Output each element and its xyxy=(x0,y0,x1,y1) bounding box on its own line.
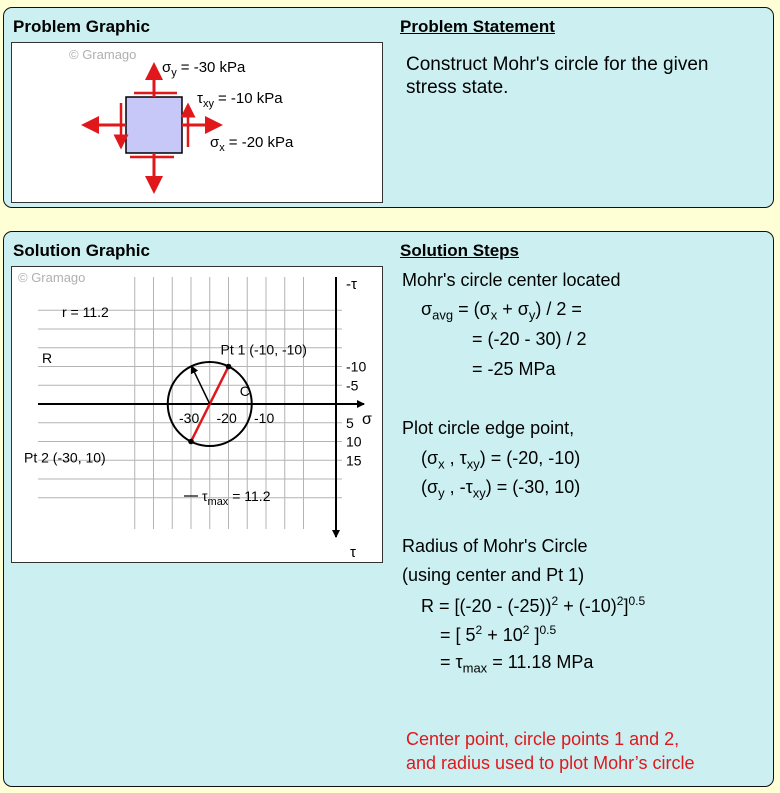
step-avg-line2: = (-20 - 30) / 2 xyxy=(472,329,587,349)
sigma-axis-label: σ xyxy=(362,411,372,428)
note-line-2: and radius used to plot Mohr’s circle xyxy=(406,753,695,773)
sigma-tick-label: -20 xyxy=(216,410,237,426)
point-1-marker xyxy=(226,364,232,370)
step-plot-heading: Plot circle edge point, xyxy=(402,418,575,438)
step-radius-eq3: = $\tau_{max} = 11.18$ MPa xyxy=(440,652,594,676)
step-center-heading: Mohr's circle center located xyxy=(402,270,621,290)
tau-tick-label: -5 xyxy=(346,377,359,394)
tau-tick-label: 5 xyxy=(346,414,354,431)
stress-element-diagram xyxy=(12,43,381,201)
problem-graphic-box xyxy=(11,42,383,203)
step-pt1-coords: ($\sigma_x$ , $\tau_{xy}) = (-20$, -10) xyxy=(421,448,581,472)
radius-label: r = 11.2 xyxy=(62,304,109,320)
tau-tick-label: 10 xyxy=(346,433,362,450)
problem-panel xyxy=(3,7,774,208)
step-avg-equation: $\sigma_{avg} = (\sigma_x + \sigma_y) / 2$ = xyxy=(421,299,582,323)
point-2-marker xyxy=(188,439,194,445)
tau-axis-label-top: -τ xyxy=(346,276,357,293)
mohr-circle-chart xyxy=(12,267,381,561)
note-line-1: Center point, circle points 1 and 2, xyxy=(406,729,680,749)
step-avg-line3: = -25 MPa xyxy=(472,359,556,379)
tau-axis-label-bottom: τ xyxy=(350,544,356,561)
tau-max-label: $\tau_{max} = 11.2$ xyxy=(202,488,271,508)
step-radius-eq2: = [ $5^2 + 10^2$ ]$^{0.5}$ xyxy=(440,623,557,645)
stress-element xyxy=(126,97,182,153)
problem-watermark: © Gramago xyxy=(69,47,137,62)
solution-steps-title: Solution Steps xyxy=(400,241,519,260)
solution-watermark: © Gramago xyxy=(18,270,86,285)
problem-graphic-title: Problem Graphic xyxy=(13,17,150,36)
tau-tick-label: -10 xyxy=(346,358,367,375)
tau-xy-label: $\tau_{xy} = -10$ kPa xyxy=(197,90,283,110)
sigma-y-label: $\sigma_y = -30$ kPa xyxy=(162,59,246,79)
step-pt2-coords: ($\sigma_y$ , $-\tau_{xy}) = (-30$, 10) xyxy=(421,477,581,501)
sigma-tick-label: -10 xyxy=(254,410,275,426)
problem-statement-title: Problem Statement xyxy=(400,17,555,36)
mohr-circle-graphic-box xyxy=(11,266,383,563)
center-label: C xyxy=(239,383,250,399)
step-radius-heading: Radius of Mohr's Circle xyxy=(402,536,588,556)
r-letter-label: R xyxy=(42,350,53,366)
tau-tick-label: 15 xyxy=(346,452,362,469)
point-1-label: Pt 1 (-10, -10) xyxy=(220,341,307,358)
point-2-label: Pt 2 (-30, 10) xyxy=(24,449,106,466)
sigma-x-label: $\sigma_x = -20$ kPa xyxy=(210,134,294,154)
chart-marks xyxy=(24,304,307,508)
step-radius-eq1: $R = [(-20 - (-25))^2 + (-10)^2]^{0.5}$ xyxy=(421,594,646,616)
step-radius-sub: (using center and Pt 1) xyxy=(402,565,585,585)
sigma-tick-label: -30 xyxy=(179,410,200,426)
problem-statement-text: Construct Mohr's circle for the given stress state. xyxy=(406,54,709,98)
solution-graphic-title: Solution Graphic xyxy=(13,241,150,260)
solution-panel xyxy=(3,231,774,787)
